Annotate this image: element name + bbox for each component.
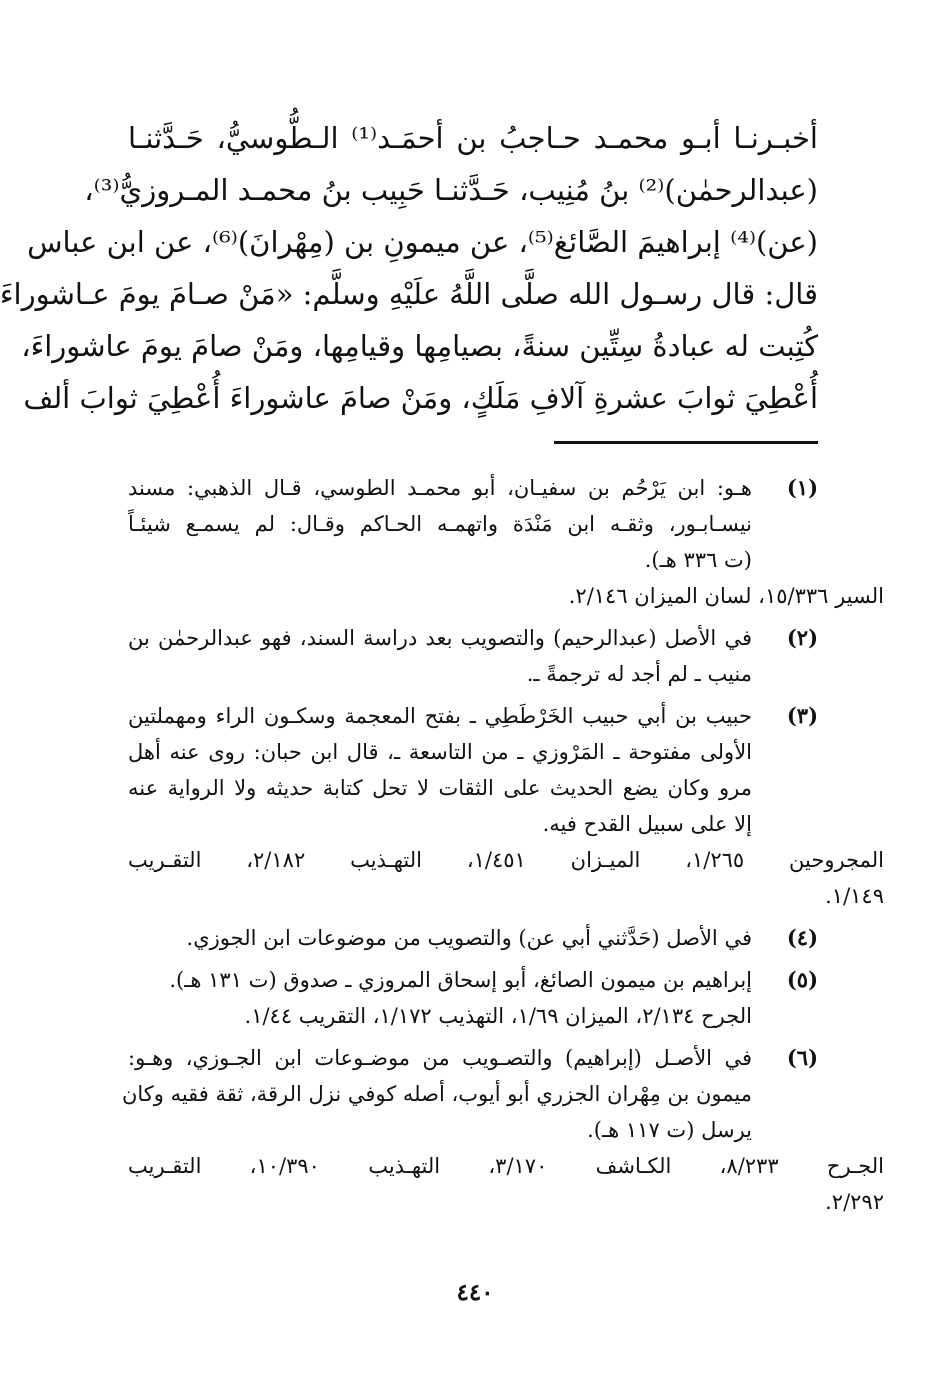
footnote-2 (128, 620, 818, 692)
footnote-line: منيب ـ لم أجد له ترجمةً ـ. (526, 662, 752, 686)
footnote-line: إبراهيم بن ميمون الصائغ، أبو إسحاق المروزي ـ صدوق (ت ١٣١ هـ). (169, 968, 752, 992)
footnote-line: في الأصـل (إبراهيم) والتصـويب من موضـوعات ابن الجـوزي، وهـو: (128, 1046, 752, 1070)
footnote-line: مرو وكان يضع الحديث على الثقات لا تحل كتابة حديثه ولا الرواية عنه (128, 776, 752, 800)
footnote-line: إلا على سبيل القدح فيه. (542, 812, 752, 836)
footnote-number: (٣) (786, 703, 818, 728)
footnote-body (128, 962, 752, 1034)
footnote-body (128, 698, 752, 842)
footnote-line: يرسل (ت ١١٧ هـ). (587, 1118, 752, 1142)
footnote-source: المجروحين ١/٢٦٥، الميـزان ١/٤٥١، التهـذيب ٢/١٨٢، التقـريب (128, 848, 884, 872)
footnote-line: الأولى مفتوحة ـ المَرْوزي ـ من التاسعة ـ، قال ابن حبان: روى عنه أهل (128, 740, 752, 764)
footnote-body (128, 470, 752, 578)
main-text-line: أُعْطِيَ ثوابَ عشرةِ آلافِ مَلَكٍ، ومَنْ صامَ عاشوراءَ أُعْطِيَ ثوابَ ألف (23, 381, 818, 415)
footnote-1 (128, 470, 884, 614)
footnote-number: (٤) (786, 925, 818, 950)
main-text-line: كُتِبت له عبادةُ سِتِّين سنةً، بصيامِها وقيامِها، ومَنْ صامَ يومَ عاشوراءَ، (21, 329, 818, 363)
footnote-number: (٢) (786, 625, 818, 650)
footnote-3 (128, 698, 884, 914)
page-number: ٤٤٠ (456, 1279, 494, 1306)
main-text-line: (عبدالرحمٰن)⁽²⁾ بنُ مُنِيب، حَـدَّثنـا حَبِيب بنُ محمـد المـروزيُّ⁽³⁾، (84, 173, 818, 207)
main-text-line: (عن)⁽⁴⁾ إبراهيمَ الصَّائغ⁽⁵⁾، عن ميمونِ بن (مِهْرانَ)⁽⁶⁾، عن ابن عباس (27, 225, 818, 259)
footnote-body (128, 620, 752, 692)
footnote-body (121, 1040, 752, 1148)
footnote-line: الجرح ٢/١٣٤، الميزان ١/٦٩، التهذيب ١/١٧٢، التقريب ١/٤٤. (244, 1004, 752, 1028)
footnote-line: (ت ٣٣٦ هـ). (644, 548, 752, 572)
footnote-separator (554, 441, 818, 444)
footnote-body (128, 920, 752, 956)
footnote-source: السير ١٥/٣٣٦، لسان الميزان ٢/١٤٦. (568, 584, 884, 608)
footnote-6 (121, 1040, 884, 1220)
footnote-line: في الأصل (حَدَّثني أبي عن) والتصويب من موضوعات ابن الجوزي. (186, 926, 752, 950)
footnote-line: هـو: ابن يَرْحُم بن سفيـان، أبو محمـد الطوسي، قـال الذهبي: مسند (128, 476, 752, 500)
footnote-source: الجـرح ٨/٢٣٣، الكـاشف ٣/١٧٠، التهـذيب ١٠/٣٩٠، التقـريب (128, 1154, 884, 1178)
footnote-source: ٢/٢٩٢. (825, 1190, 884, 1214)
footnote-source: ١/١٤٩. (825, 884, 884, 908)
footnote-line: ميمون بن مِهْران الجزري أبو أيوب، أصله كوفي نزل الرقة، ثقة فقيه وكان (121, 1082, 752, 1106)
main-text-line: قال: قال رسـول الله صلَّى اللَّهُ علَيْهِ وسلَّم: «مَنْ صـامَ يومَ عـاشوراءَ (0, 277, 818, 311)
footnotes (121, 470, 884, 1226)
footnote-4 (128, 920, 818, 956)
footnote-line: نيسـابـور، وثقـه ابن مَنْدَة واتهمـه الحـاكم وقـال: لم يسمـع شيئـاً (128, 512, 752, 536)
footnote-line: في الأصل (عبدالرحيم) والتصويب بعد دراسة السند، فهو عبدالرحمٰن بن (128, 626, 752, 650)
footnote-number: (٥) (786, 967, 818, 992)
main-text-line: أخبـرنـا أبـو محمـد حـاجبُ بن أحمَـد⁽¹⁾ الـطُّوسيُّ، حَـدَّثنـا (128, 121, 818, 155)
footnote-number: (٦) (786, 1045, 818, 1070)
footnote-number: (١) (786, 475, 818, 500)
footnote-5 (128, 962, 818, 1034)
main-text (0, 112, 818, 424)
footnote-line: حبيب بن أبي حبيب الخَرْطَطِي ـ بفتح المعجمة وسكـون الراء ومهملتين (128, 704, 752, 728)
